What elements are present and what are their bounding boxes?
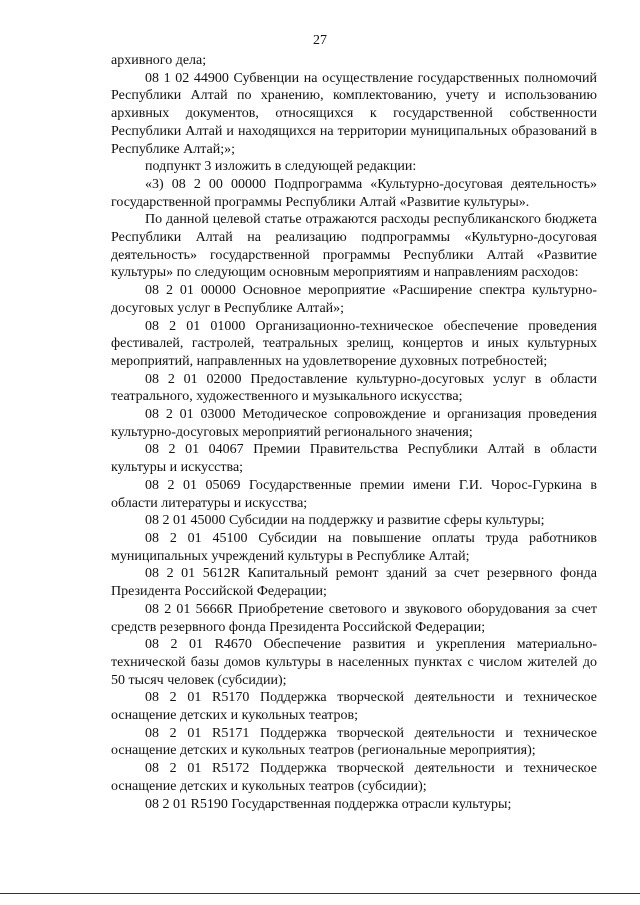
paragraph: 08 1 02 44900 Субвенции на осуществление государственных полномочий Республики Алтай по хранению, комплектованию, учету и использованию архивных документов, относящихся к государственной собственности Республики Алтай и находящихся на территории муниципальных образований в Республике Алтай;»; — [111, 70, 597, 157]
paragraph: 08 2 01 5666R Приобретение светового и звукового оборудования за счет средств резервного фонда Президента Российской Федерации; — [111, 601, 597, 635]
paragraph: 08 2 01 00000 Основное мероприятие «Расширение спектра культурно-досуговых услуг в Республике Алтай»; — [111, 283, 597, 316]
document-body — [111, 52, 597, 813]
paragraph: 08 2 01 45000 Субсидии на поддержку и развитие сферы культуры; — [145, 513, 545, 529]
page-number: 27 — [313, 33, 327, 48]
scan-edge-line — [0, 893, 640, 894]
paragraph: 08 2 01 05069 Государственные премии имени Г.И. Чорос-Гуркина в области литературы и искусства; — [111, 477, 597, 511]
paragraph: 08 2 01 03000 Методическое сопровождение и организация проведения культурно-досуговых мероприятий регионального значения; — [111, 407, 597, 440]
paragraph: 08 2 01 R5190 Государственная поддержка отрасли культуры; — [145, 796, 512, 812]
paragraph: подпункт 3 изложить в следующей редакции: — [145, 159, 417, 175]
paragraph: 08 2 01 01000 Организационно-техническое обеспечение проведения фестивалей, гастролей, театральных зрелищ, концертов и иных культурных мероприятий, направленных на удовлетворение духовных потребностей; — [111, 318, 597, 369]
paragraph: 08 2 01 45100 Субсидии на повышение оплаты труда работников муниципальных учреждений культуры в Республике Алтай; — [111, 530, 597, 564]
paragraph: По данной целевой статье отражаются расходы республиканского бюджета Республики Алтай на реализацию подпрограммы «Культурно-досуговая деятельность» государственной программы Республики Алтай «Развитие культуры» по следующим основным мероприятиям и направлениям расходов: — [111, 212, 597, 281]
paragraph: архивного дела; — [111, 53, 207, 68]
paragraph: 08 2 01 02000 Предоставление культурно-досуговых услуг в области театрального, художественного и музыкального искусства; — [111, 371, 597, 405]
paragraph: «3) 08 2 00 00000 Подпрограмма «Культурно-досуговая деятельность» государственной программы Республики Алтай «Развитие культуры». — [111, 176, 597, 210]
paragraph: 08 2 01 R5170 Поддержка творческой деятельности и техническое оснащение детских и кукольных театров; — [111, 690, 597, 724]
paragraph: 08 2 01 04067 Премии Правительства Республики Алтай в области культуры и искусства; — [111, 442, 597, 476]
paragraph: 08 2 01 R4670 Обеспечение развития и укрепления материально-технической базы домов культуры в населенных пунктах с числом жителей до 50 тысяч человек (субсидии); — [111, 637, 597, 688]
paragraph: 08 2 01 R5171 Поддержка творческой деятельности и техническое оснащение детских и кукольных театров (региональные мероприятия); — [111, 725, 597, 759]
paragraph: 08 2 01 5612R Капитальный ремонт зданий за счет резервного фонда Президента Российской Федерации; — [111, 566, 597, 600]
paragraph: 08 2 01 R5172 Поддержка творческой деятельности и техническое оснащение детских и кукольных театров (субсидии); — [111, 761, 597, 794]
